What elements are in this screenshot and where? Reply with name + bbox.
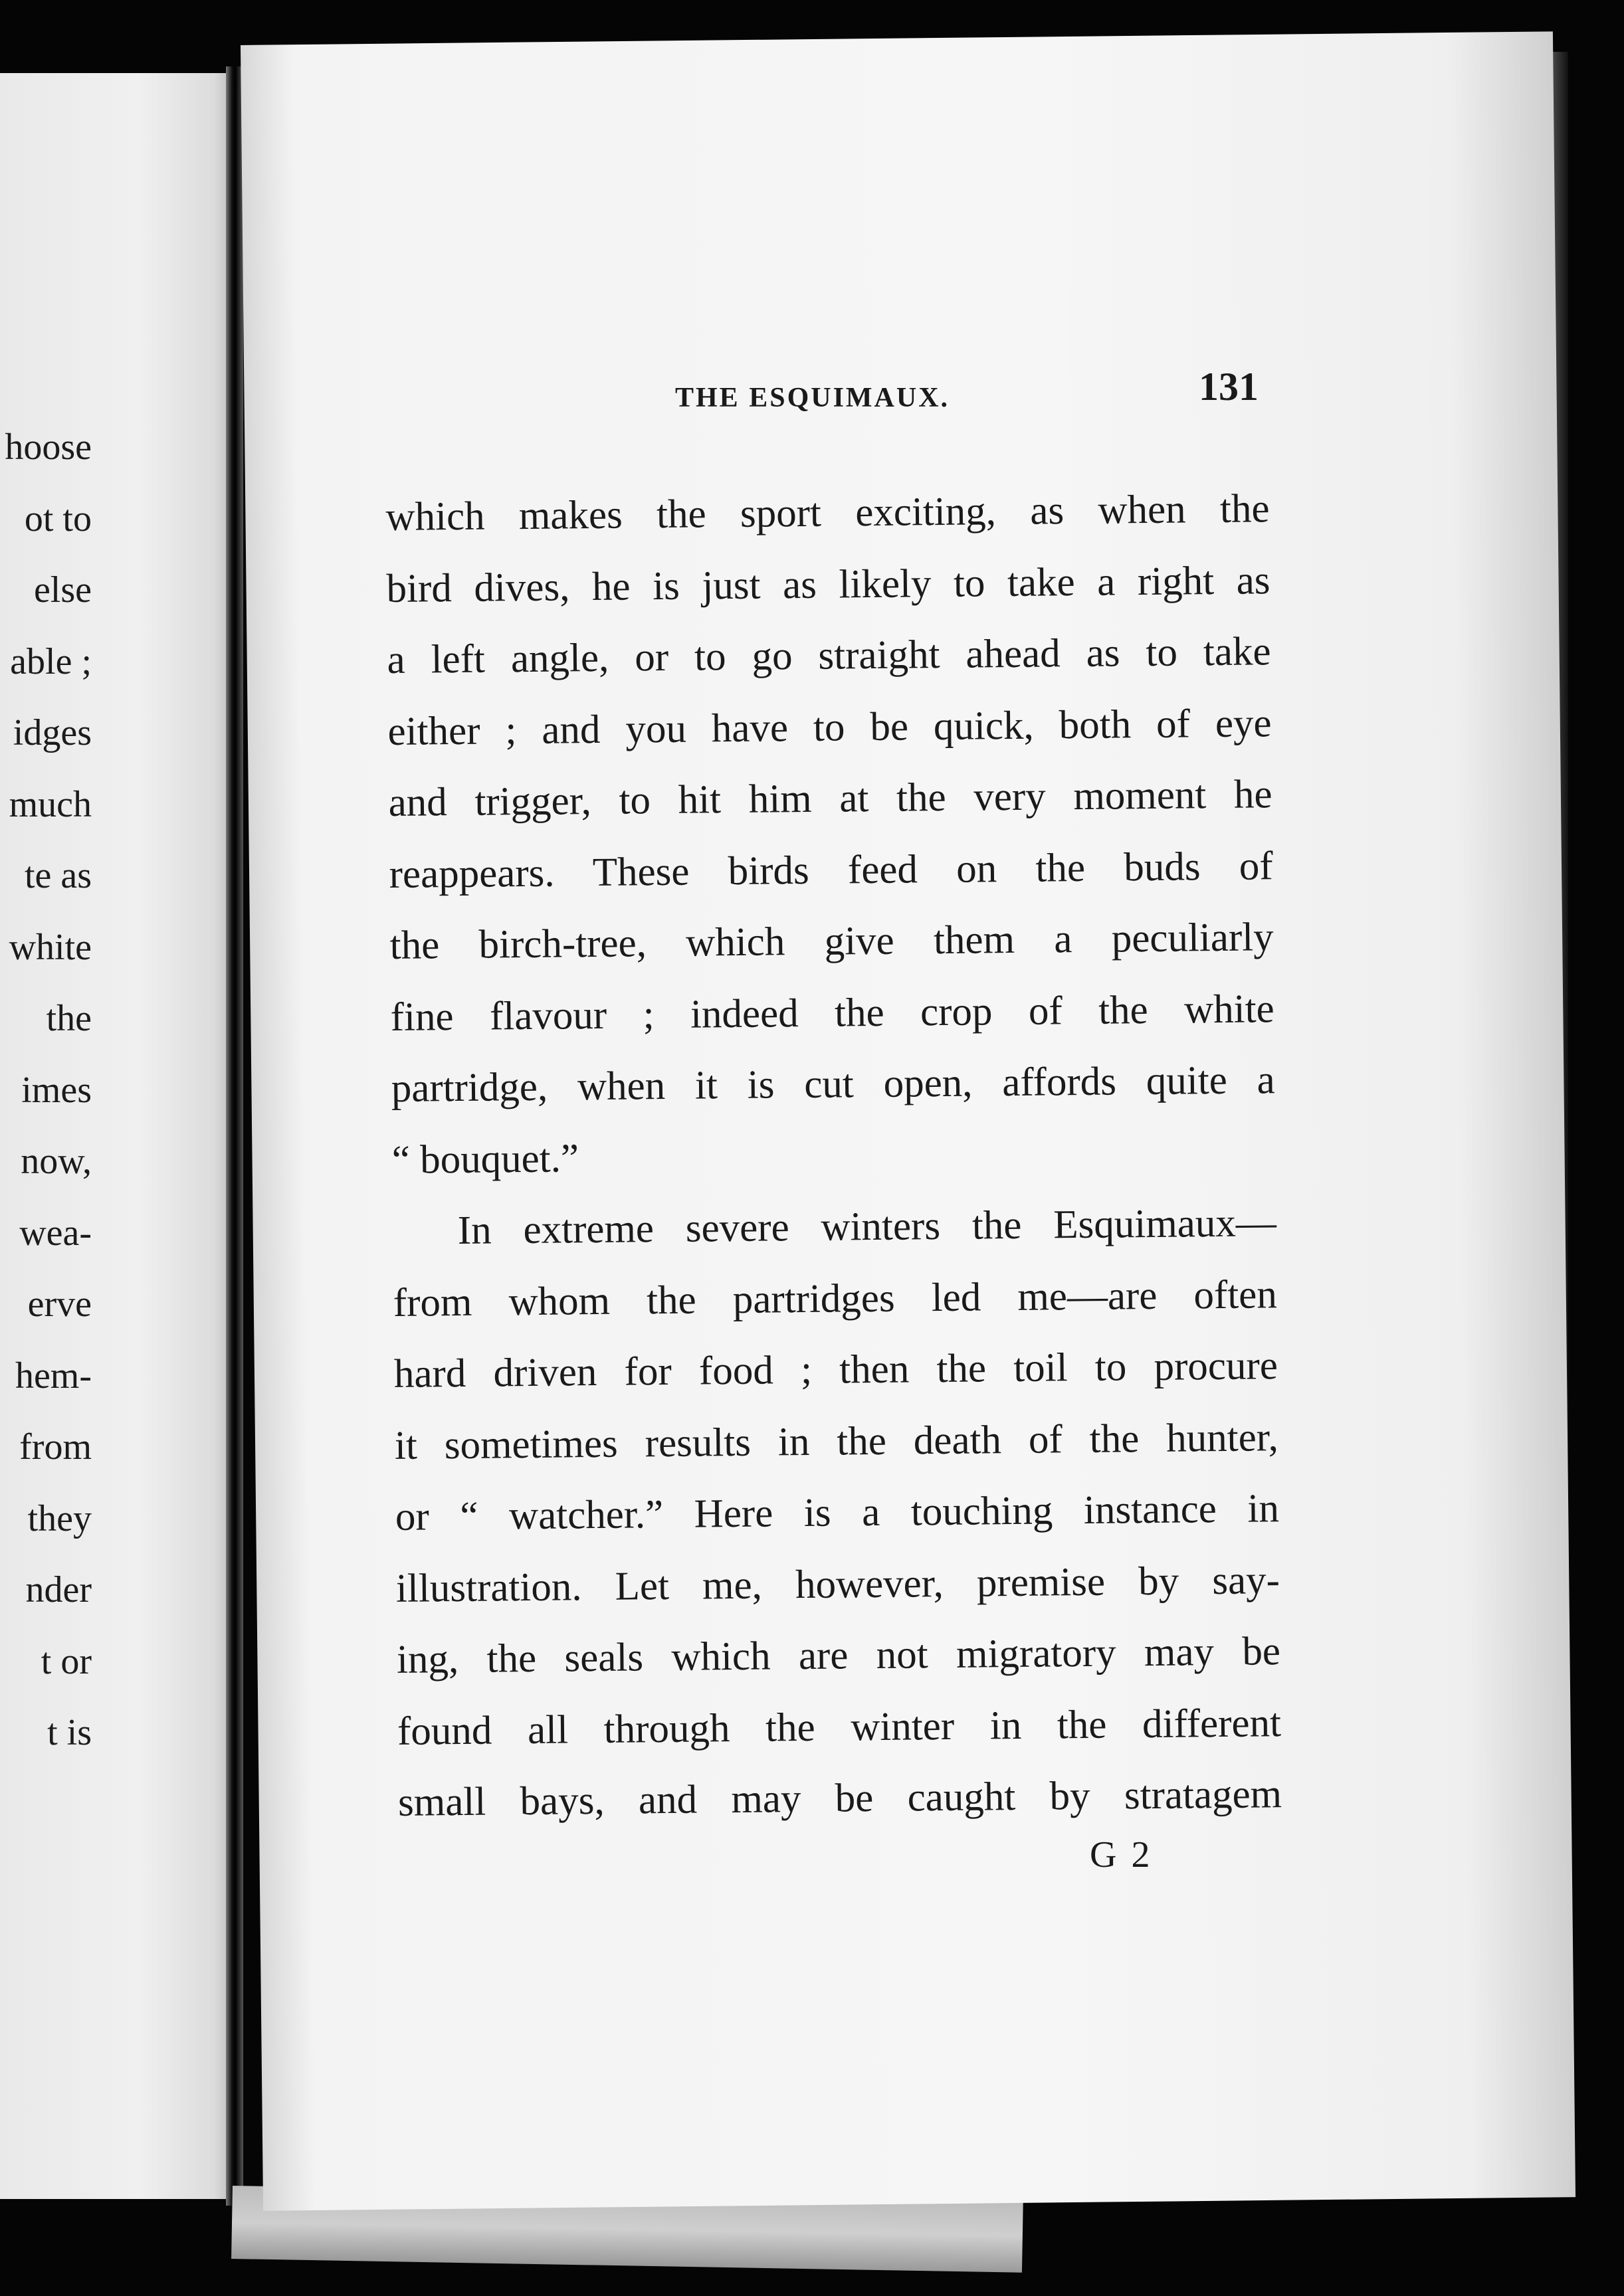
text-line: reappears. These birds feed on the buds of <box>389 843 1273 897</box>
text-line: or “ watcher.” Here is a touching instance in <box>395 1486 1280 1539</box>
text-line: found all through the winter in the different <box>397 1700 1282 1754</box>
body-text <box>385 473 1282 1838</box>
previous-page-line: wea- <box>19 1212 92 1254</box>
text-line: from whom the partridges led me—are often <box>393 1272 1278 1325</box>
previous-page-line: hem- <box>15 1355 92 1396</box>
previous-page-lines <box>5 412 92 1769</box>
text-line: a left angle, or to go straight ahead as to take <box>387 629 1271 682</box>
running-title: THE ESQUIMAUX. <box>675 383 950 413</box>
text-line: small bays, and may be caught by stratagem <box>397 1772 1282 1825</box>
previous-page-line: white <box>9 926 92 968</box>
text-line: ing, the seals which are not migratory may be <box>396 1629 1281 1682</box>
previous-page-line: ot to <box>24 498 92 539</box>
previous-page-line: else <box>33 569 92 611</box>
previous-page-line: t or <box>41 1640 92 1682</box>
previous-page-line: hoose <box>5 427 92 468</box>
text-line: the birch-tree, which give them a peculiarly <box>389 915 1274 968</box>
previous-page-line: able ; <box>10 640 92 682</box>
page-number: 131 <box>1199 365 1259 409</box>
previous-page-line: the <box>46 998 92 1039</box>
text-line: which makes the sport exciting, as when the <box>385 486 1270 539</box>
text-line: partridge, when it is cut open, affords quite a <box>391 1058 1276 1111</box>
text-line: hard driven for food ; then the toil to procure <box>393 1343 1278 1396</box>
text-line: it sometimes results in the death of the hunter, <box>394 1414 1279 1468</box>
previous-page-line: te as <box>24 855 92 896</box>
previous-page-line: nder <box>25 1569 92 1610</box>
text-line: In extreme severe winters the Esquimaux— <box>457 1200 1277 1254</box>
book-gutter <box>226 66 243 2206</box>
text-line: “ bouquet.” <box>391 1135 579 1183</box>
previous-page-line: t is <box>47 1712 92 1753</box>
text-line: either ; and you have to be quick, both of eye <box>387 700 1272 754</box>
text-line: and trigger, to hit him at the very moment he <box>388 772 1272 825</box>
previous-page-line: from <box>19 1426 92 1468</box>
previous-page-text <box>0 412 92 1873</box>
previous-page-line: imes <box>21 1069 92 1111</box>
text-line: illustration. Let me, however, premise by say- <box>395 1557 1280 1611</box>
previous-page-line: now, <box>21 1141 92 1182</box>
text-line: fine flavour ; indeed the crop of the white <box>390 986 1274 1040</box>
previous-page-line: erve <box>27 1284 92 1325</box>
previous-page-line: idges <box>13 712 92 753</box>
previous-page-line: they <box>27 1497 92 1539</box>
text-line: bird dives, he is just as likely to take a right as <box>386 557 1270 611</box>
signature-mark: G 2 <box>1090 1834 1153 1875</box>
previous-page-line: much <box>9 783 92 825</box>
